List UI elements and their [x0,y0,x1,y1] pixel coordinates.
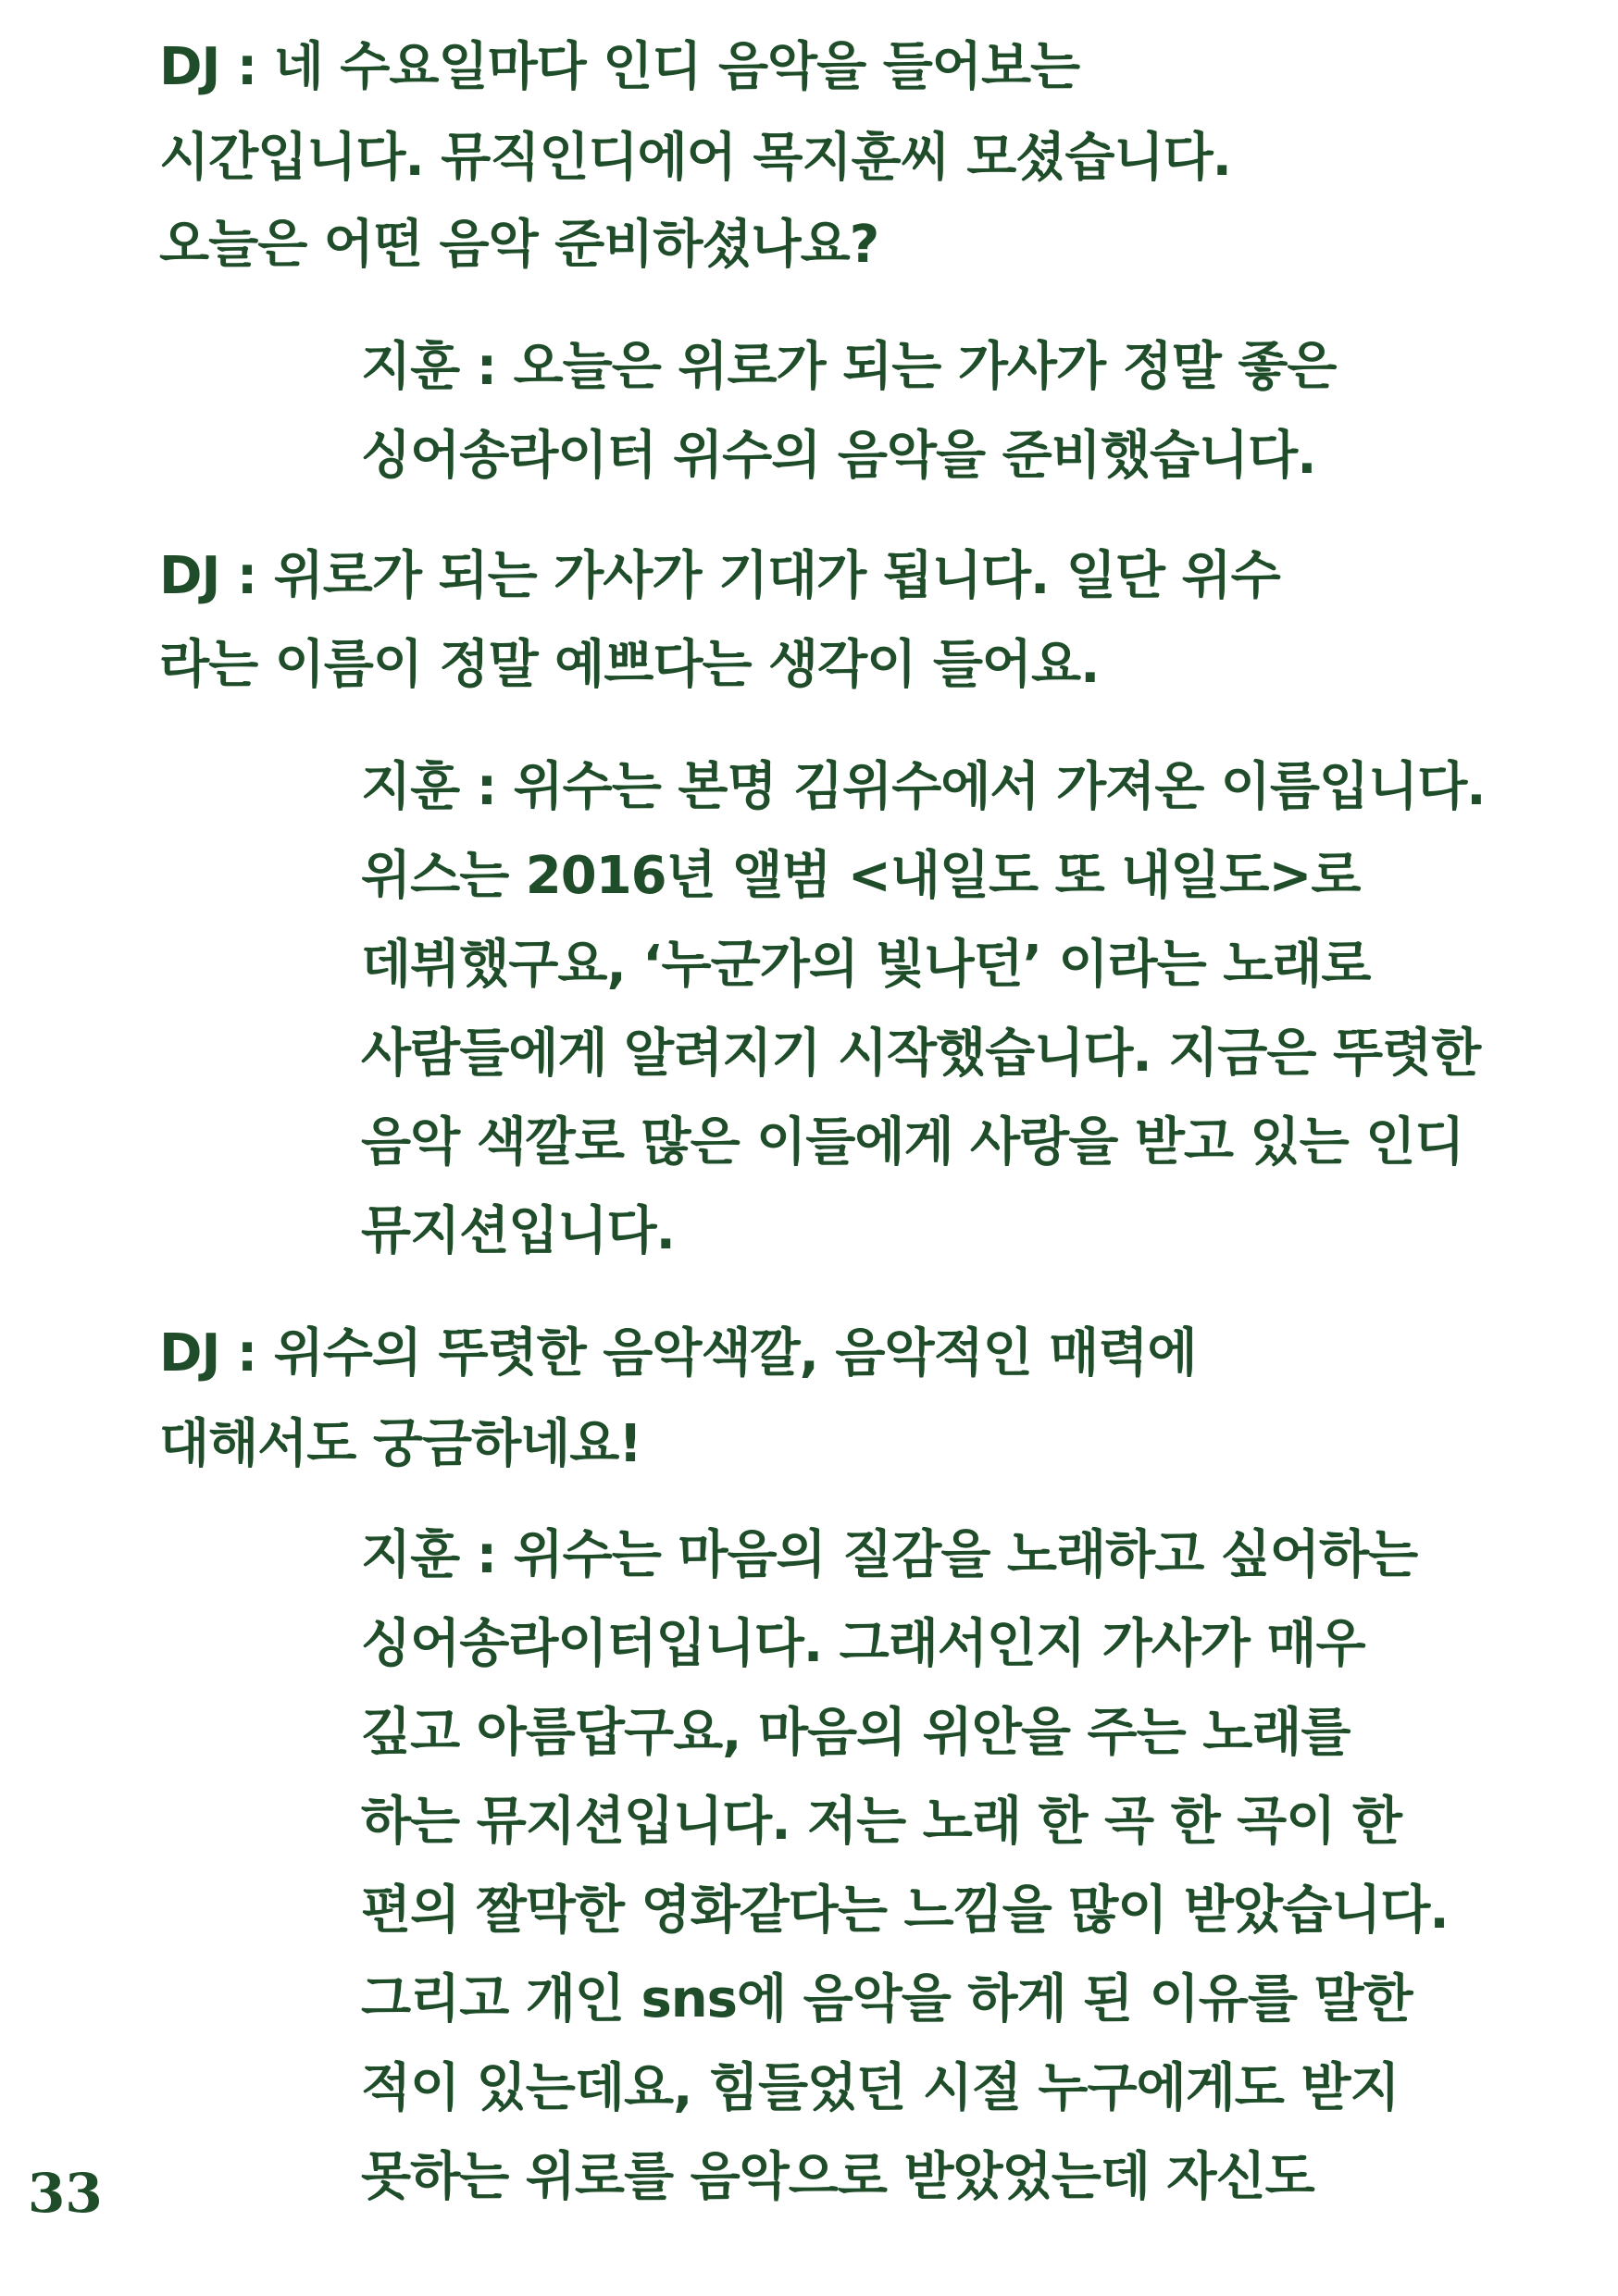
text-line: 뮤지션입니다. [361,1201,675,1261]
text-line: 데뷔했구요, ‘누군가의 빛나던’ 이라는 노래로 [361,935,1371,995]
text-line: DJ : 네 수요일마다 인디 음악을 들어보는 [159,37,1080,97]
text-line: 지훈 : 오늘은 위로가 되는 가사가 정말 좋은 [361,337,1337,397]
text-line: 깊고 아름답구요, 마음의 위안을 주는 노래를 [361,1703,1350,1763]
text-line: 대해서도 궁금하네요! [159,1414,641,1474]
text-line: 시간입니다. 뮤직인디에어 목지훈씨 모셨습니다. [159,128,1231,188]
text-line: 하는 뮤지션입니다. 저는 노래 한 곡 한 곡이 한 [361,1792,1401,1852]
text-line: 오늘은 어떤 음악 준비하셨나요? [159,215,879,275]
text-line: DJ : 위로가 되는 가사가 기대가 됩니다. 일단 위수 [159,546,1280,606]
text-line: 라는 이름이 정말 예쁘다는 생각이 들어요. [159,635,1100,695]
text-line: 위스는 2016년 앨범 <내일도 또 내일도>로 [361,846,1361,906]
text-line: 사람들에게 알려지기 시작했습니다. 지금은 뚜렷한 [361,1024,1481,1084]
text-line: 싱어송라이터 위수의 음악을 준비했습니다. [361,426,1316,486]
text-line: 지훈 : 위수는 본명 김위수에서 가져온 이름입니다. [361,757,1486,817]
text-line: 싱어송라이터입니다. 그래서인지 가사가 매우 [361,1614,1365,1674]
text-line: 지훈 : 위수는 마음의 질감을 노래하고 싶어하는 [361,1525,1418,1585]
text-line: DJ : 위수의 뚜렷한 음악색깔, 음악적인 매력에 [159,1323,1197,1384]
text-line: 적이 있는데요, 힘들었던 시절 누구에게도 받지 [361,2058,1400,2118]
page-number: 33 [28,2162,103,2225]
text-line: 못하는 위로를 음악으로 받았었는데 자신도 [361,2147,1314,2207]
text-line: 그리고 개인 sns에 음악을 하게 된 이유를 말한 [361,1969,1413,2029]
text-line: 편의 짤막한 영화같다는 느낌을 많이 받았습니다. [361,1880,1449,1941]
text-line: 음악 색깔로 많은 이들에게 사랑을 받고 있는 인디 [361,1112,1464,1173]
